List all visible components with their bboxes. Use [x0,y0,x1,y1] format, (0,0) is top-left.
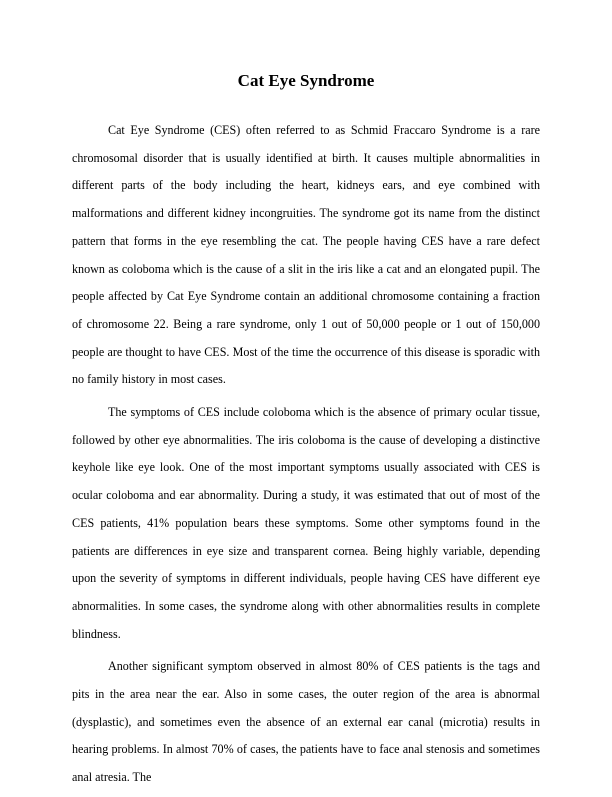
paragraph-2: The symptoms of CES include coloboma which is the absence of primary ocular tissue, followed by other eye abnormalities. The iris coloboma is the cause of developing a distinctive keyhole like eye look. One of the most important symptoms usually associated with CES is ocular coloboma and ear abnormality. During a study, it was estimated that out of most of the CES patients, 41% population bears these symptoms. Some other symptoms found in the patients are differences in eye size and transparent cornea. Being highly variable, depending upon the severity of symptoms in different individuals, people having CES have different eye abnormalities. In some cases, the syndrome along with other abnormalities results in complete blindness. [72,405,540,641]
document-title: Cat Eye Syndrome [237,71,375,90]
document-body [72,117,540,797]
paragraph-1: Cat Eye Syndrome (CES) often referred to as Schmid Fraccaro Syndrome is a rare chromosomal disorder that is usually identified at birth. It causes multiple abnormalities in different parts of the body including the heart, kidneys ears, and eye combined with malformations and different kidney incongruities. The syndrome got its name from the distinct pattern that forms in the eye resembling the cat. The people having CES have a rare defect known as coloboma which is the cause of a slit in the iris like a cat and an elongated pupil. The people affected by Cat Eye Syndrome contain an additional chromosome containing a fraction of chromosome 22. Being a rare syndrome, only 1 out of 50,000 people or 1 out of 150,000 people are thought to have CES. Most of the time the occurrence of this disease is sporadic with no family history in most cases. [72,123,540,387]
paragraph-3: Another significant symptom observed in almost 80% of CES patients is the tags and pits in the area near the ear. Also in some cases, the outer region of the area is abnormal (dysplastic), and sometimes even the absence of an external ear canal (microtia) results in hearing problems. In almost 70% of cases, the patients have to face anal stenosis and sometimes anal atresia. The [72,659,540,785]
